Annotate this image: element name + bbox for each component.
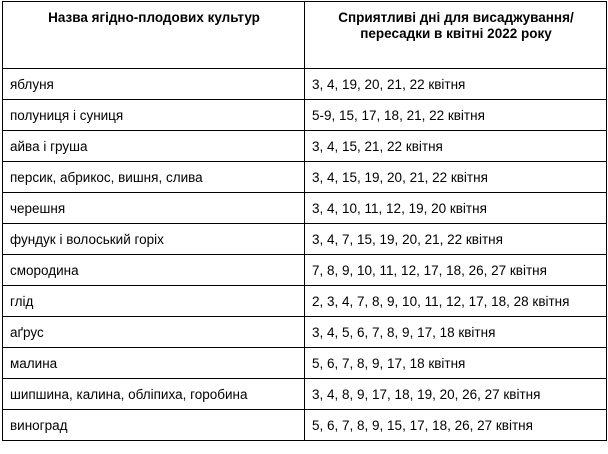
favorable-days-cell: 3, 4, 19, 20, 21, 22 квітня bbox=[305, 69, 607, 100]
favorable-days-cell: 2, 3, 4, 7, 8, 9, 10, 11, 12, 17, 18, 28 квітня bbox=[305, 286, 607, 317]
table-row bbox=[3, 348, 607, 379]
table-row bbox=[3, 224, 607, 255]
crop-name-cell: глід bbox=[3, 286, 305, 317]
favorable-days-cell: 3, 4, 15, 21, 22 квітня bbox=[305, 131, 607, 162]
table-row bbox=[3, 317, 607, 348]
table-row bbox=[3, 162, 607, 193]
header-favorable-days: Сприятливі дні для висаджування/пересадки в квітні 2022 року bbox=[305, 2, 607, 69]
table-row bbox=[3, 100, 607, 131]
crop-name-cell: аґрус bbox=[3, 317, 305, 348]
table-row bbox=[3, 69, 607, 100]
header-crop-name: Назва ягідно-плодових культур bbox=[3, 2, 305, 69]
table-row bbox=[3, 193, 607, 224]
crop-name-cell: черешня bbox=[3, 193, 305, 224]
table-row bbox=[3, 255, 607, 286]
crop-name-cell: яблуня bbox=[3, 69, 305, 100]
favorable-days-cell: 5-9, 15, 17, 18, 21, 22 квітня bbox=[305, 100, 607, 131]
favorable-days-cell: 3, 4, 10, 11, 12, 19, 20 квітня bbox=[305, 193, 607, 224]
favorable-days-cell: 3, 4, 7, 15, 19, 20, 21, 22 квітня bbox=[305, 224, 607, 255]
crop-name-cell: смородина bbox=[3, 255, 305, 286]
crop-name-cell: виноград bbox=[3, 410, 305, 441]
crop-name-cell: айва і груша bbox=[3, 131, 305, 162]
favorable-days-cell: 3, 4, 8, 9, 17, 18, 19, 20, 26, 27 квітня bbox=[305, 379, 607, 410]
crop-name-cell: персик, абрикос, вишня, слива bbox=[3, 162, 305, 193]
table-row bbox=[3, 286, 607, 317]
favorable-days-cell: 3, 4, 15, 19, 20, 21, 22 квітня bbox=[305, 162, 607, 193]
table-row bbox=[3, 410, 607, 441]
table-header-row bbox=[3, 2, 607, 69]
crop-name-cell: фундук і волоський горіх bbox=[3, 224, 305, 255]
planting-days-table bbox=[2, 1, 607, 441]
crop-name-cell: малина bbox=[3, 348, 305, 379]
favorable-days-cell: 5, 6, 7, 8, 9, 15, 17, 18, 26, 27 квітня bbox=[305, 410, 607, 441]
table-row bbox=[3, 379, 607, 410]
favorable-days-cell: 5, 6, 7, 8, 9, 17, 18 квітня bbox=[305, 348, 607, 379]
crop-name-cell: полуниця і суниця bbox=[3, 100, 305, 131]
table-row bbox=[3, 131, 607, 162]
favorable-days-cell: 3, 4, 5, 6, 7, 8, 9, 17, 18 квітня bbox=[305, 317, 607, 348]
crop-name-cell: шипшина, калина, обліпиха, горобина bbox=[3, 379, 305, 410]
favorable-days-cell: 7, 8, 9, 10, 11, 12, 17, 18, 26, 27 квітня bbox=[305, 255, 607, 286]
